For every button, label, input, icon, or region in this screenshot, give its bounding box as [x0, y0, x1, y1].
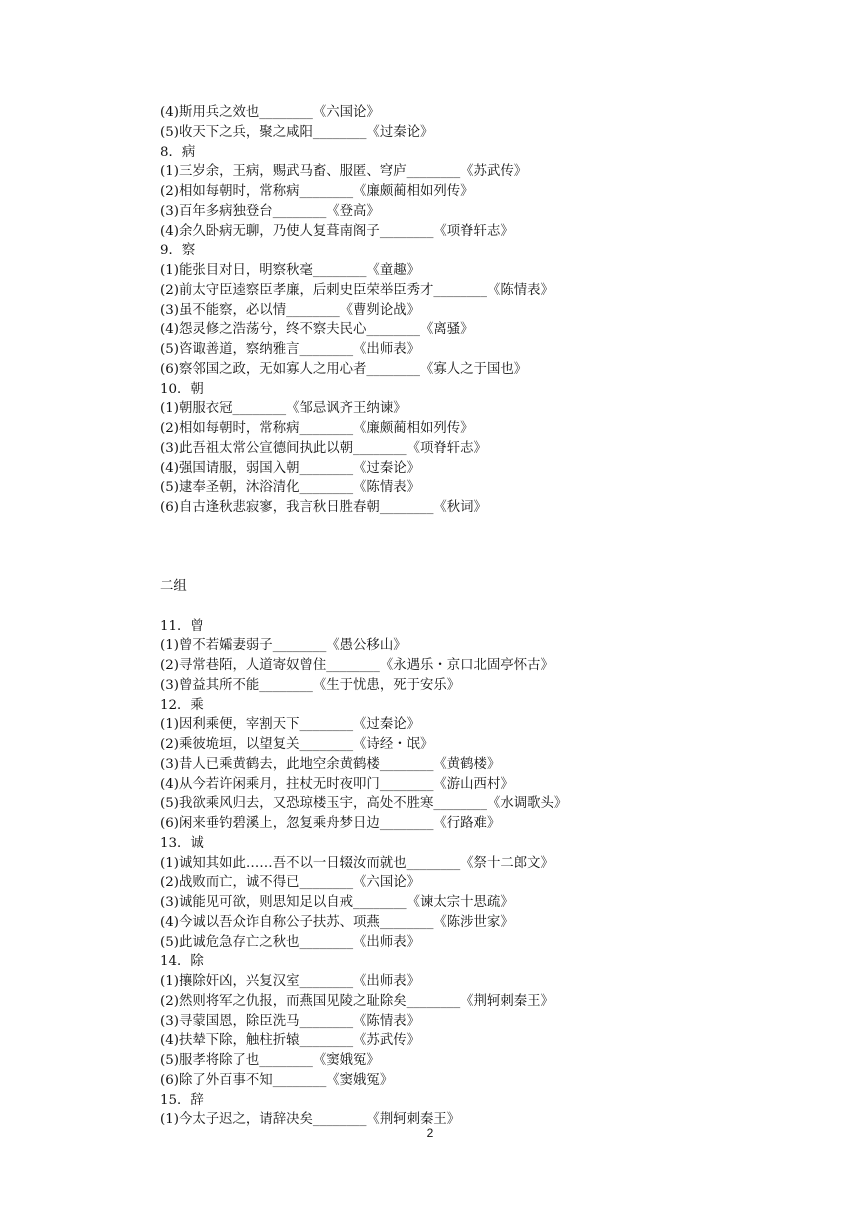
text-line: (1)曾不若孀妻弱子________《愚公移山》	[160, 638, 407, 654]
text-line: (3)虽不能察，必以情________《曹刿论战》	[160, 302, 420, 318]
text-line: (5)服孝将除了也________《窦娥冤》	[160, 1053, 380, 1068]
text-line: (4)余久卧病无聊，乃使人复葺南阁子________《项脊轩志》	[160, 223, 514, 239]
text-line: (2)相如每朝时，常称病________《廉颇蔺相如列传》	[160, 184, 474, 199]
text-line: (6)闲来垂钓碧溪上，忽复乘舟梦日边________《行路难》	[160, 816, 501, 831]
spacer	[160, 597, 800, 617]
text-line: (4)今诚以吾众诈自称公子扶苏、项燕________《陈涉世家》	[160, 914, 514, 930]
text-line: (1)诚知其如此……吾不以一日辍汝而就也________《祭十二郎文》	[160, 855, 554, 871]
text-line: (1)今太子迟之，请辞决矣________《荆轲刺秦王》	[160, 1112, 461, 1128]
text-line: (5)此诚危急存亡之秋也________《出师表》	[160, 934, 420, 950]
text-line: (3)昔人已乘黄鹤去，此地空余黄鹤楼________《黄鹤楼》	[160, 756, 501, 772]
text-line: (3)百年多病独登台________《登高》	[160, 203, 380, 219]
text-line: 10．朝	[160, 381, 204, 397]
text-line: (2)战败而亡，诚不得已________《六国论》	[160, 875, 420, 891]
text-line: (2)寻常巷陌，人道寄奴曾住________《永遇乐・京口北固亭怀古》	[160, 658, 554, 673]
text-line: (6)除了外百事不知________《窦娥冤》	[160, 1072, 394, 1088]
text-line: (5)逮奉圣朝，沐浴清化________《陈情表》	[160, 480, 420, 496]
text-line: (2)相如每朝时，常称病________《廉颇蔺相如列传》	[160, 421, 474, 436]
spacer	[160, 518, 800, 577]
text-line: 15．辞	[160, 1092, 204, 1108]
text-line: 8．病	[160, 144, 196, 160]
text-line: (5)我欲乘风归去，又恐琼楼玉宇，高处不胜寒________《水调歌头》	[160, 796, 568, 812]
text-line: (4)扶辇下除，触柱折辕________《苏武传》	[160, 1033, 420, 1049]
text-line: 9．察	[160, 243, 196, 259]
text-line: (3)寻蒙国恩，除臣洗马________《陈情表》	[160, 1013, 420, 1029]
text-line: (6)察邻国之政，无如寡人之用心者________《寡人之于国也》	[160, 361, 528, 377]
text-line: (2)前太守臣逵察臣孝廉，后刺史臣荣举臣秀才________《陈情表》	[160, 282, 554, 298]
document-body	[160, 103, 800, 1130]
page-number: 2	[426, 1126, 434, 1140]
text-line: (1)因利乘便，宰割天下________《过秦论》	[160, 717, 420, 733]
text-line: 14．除	[160, 954, 204, 970]
text-line: 二组	[160, 579, 187, 594]
text-line: (1)攘除奸凶，兴复汉室________《出师表》	[160, 974, 420, 989]
text-line: (2)乘彼垝垣，以望复关________《诗经・氓》	[160, 737, 434, 752]
text-line: (1)朝服衣冠________《邹忌讽齐王纳谏》	[160, 401, 407, 417]
text-line: (3)曾益其所不能________《生于忧患，死于安乐》	[160, 677, 461, 693]
text-line: (6)自古逢秋悲寂寥，我言秋日胜春朝________《秋词》	[160, 500, 487, 515]
text-line: (4)怨灵修之浩荡兮，终不察夫民心________《离骚》	[160, 322, 474, 338]
text-line: (1)三岁余，王病，赐武马畜、服匿、穹庐________《苏武传》	[160, 164, 528, 180]
text-line: (4)斯用兵之效也________《六国论》	[160, 105, 380, 120]
text-line: 11．曾	[160, 618, 204, 634]
text-line: (3)此吾祖太常公宣德间执此以朝________《项脊轩志》	[160, 440, 487, 456]
text-line: (4)强国请服，弱国入朝________《过秦论》	[160, 460, 420, 476]
text-line: (2)然则将军之仇报，而燕国见陵之耻除矣________《荆轲刺秦王》	[160, 993, 554, 1009]
text-line: 13．诚	[160, 835, 204, 851]
text-line: (3)诚能见可欲，则思知足以自戒________《谏太宗十思疏》	[160, 895, 514, 910]
text-line: (5)收天下之兵，聚之咸阳________《过秦论》	[160, 124, 434, 140]
text-line: (1)能张目对日，明察秋毫________《童趣》	[160, 263, 420, 278]
text-line: (5)咨诹善道，察纳雅言________《出师表》	[160, 342, 420, 357]
text-line: 12．乘	[160, 697, 204, 713]
text-line: (4)从今若许闲乘月，拄杖无时夜叩门________《游山西村》	[160, 776, 514, 792]
